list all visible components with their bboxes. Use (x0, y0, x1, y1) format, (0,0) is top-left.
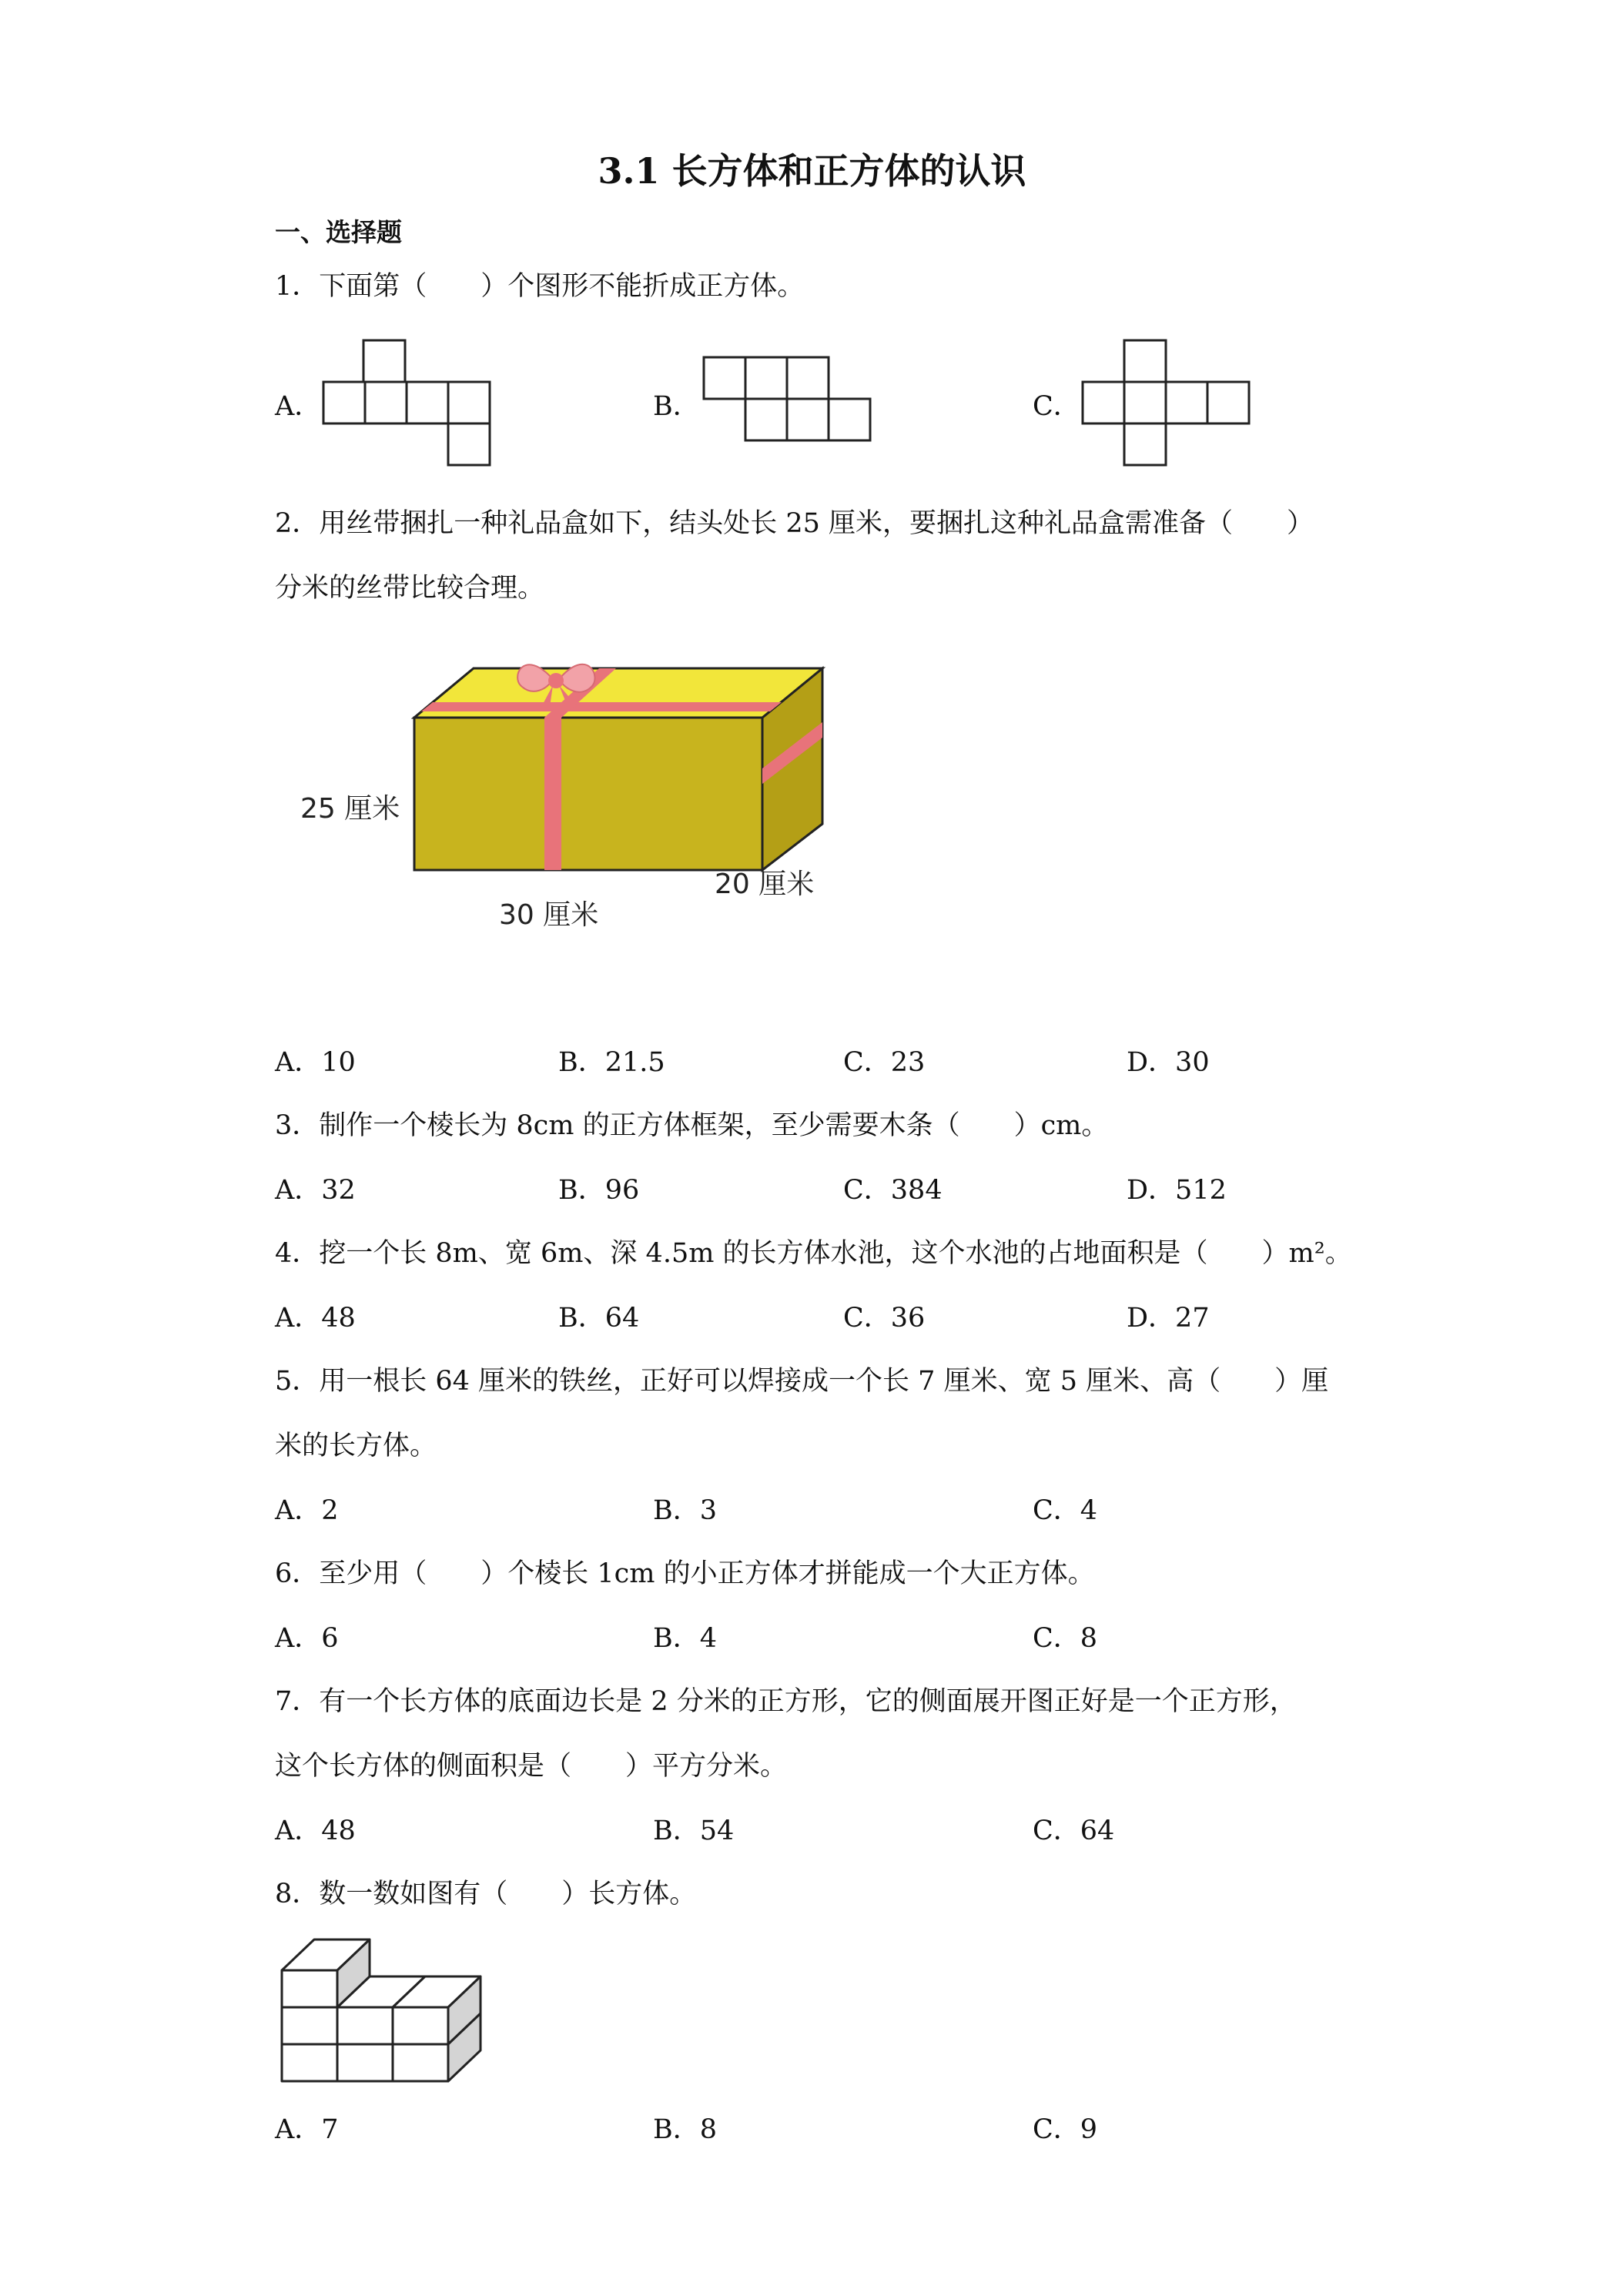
q7-option-a: A．48 (275, 1816, 356, 1846)
q1-option-b: B． (653, 391, 700, 422)
q1-option-c: C． (1033, 391, 1080, 422)
q6-option-a: A．6 (275, 1623, 339, 1654)
q1-option-a: A． (275, 391, 322, 422)
q5-option-c: C．4 (1033, 1495, 1098, 1526)
q2-option-c: C．23 (843, 1047, 926, 1078)
page-title: 3.1 长方体和正方体的认识 (598, 150, 1026, 192)
question-5-text-line2: 米的长方体。 (275, 1431, 437, 1461)
q8-option-b: B．8 (653, 2114, 717, 2145)
q7-option-b: B．54 (653, 1816, 735, 1846)
question-7-text-line2: 这个长方体的侧面积是（ ）平方分米。 (275, 1751, 788, 1782)
q3-option-d: D．512 (1127, 1175, 1227, 1206)
q2-option-d: D．30 (1127, 1047, 1210, 1078)
q2-option-a: A．10 (275, 1047, 356, 1078)
question-4-text: 4．挖一个长 8m、宽 6m、深 4.5m 的长方体水池，这个水池的占地面积是（ ）m²。 (275, 1238, 1352, 1269)
gift-box-figure (293, 631, 832, 947)
section-heading: 一、选择题 (275, 217, 402, 247)
question-7-text-line1: 7．有一个长方体的底面边长是 2 分米的正方形，它的侧面展开图正好是一个正方形， (275, 1686, 1297, 1717)
stacked-cuboids-figure (277, 1929, 485, 2087)
q3-option-b: B．96 (558, 1175, 640, 1206)
box-width-label: 20 厘米 (715, 869, 815, 900)
q1-net-a-figure (323, 339, 501, 466)
question-3-text: 3．制作一个棱长为 8cm 的正方体框架，至少需要木条（ ）cm。 (275, 1110, 1109, 1141)
q5-option-b: B．3 (653, 1495, 717, 1526)
question-1-text: 1．下面第（ ）个图形不能折成正方体。 (275, 271, 805, 302)
q4-option-c: C．36 (843, 1303, 926, 1334)
question-8-text: 8．数一数如图有（ ）长方体。 (275, 1879, 697, 1909)
q6-option-c: C．8 (1033, 1623, 1098, 1654)
q7-option-c: C．64 (1033, 1816, 1115, 1846)
q8-option-a: A．7 (275, 2114, 339, 2145)
q6-option-b: B．4 (653, 1623, 717, 1654)
q4-option-b: B．64 (558, 1303, 640, 1334)
q3-option-c: C．384 (843, 1175, 943, 1206)
question-2-text-line1: 2．用丝带捆扎一种礼品盒如下，结头处长 25 厘米，要捆扎这种礼品盒需准备（ ） (275, 508, 1314, 539)
q5-option-a: A．2 (275, 1495, 339, 1526)
q3-option-a: A．32 (275, 1175, 356, 1206)
q4-option-d: D．27 (1127, 1303, 1210, 1334)
question-5-text-line1: 5．用一根长 64 厘米的铁丝，正好可以焊接成一个长 7 厘米、宽 5 厘米、高（ ）厘 (275, 1366, 1329, 1397)
q8-option-c: C．9 (1033, 2114, 1098, 2145)
question-6-text: 6．至少用（ ）个棱长 1cm 的小正方体才拼能成一个大正方体。 (275, 1558, 1095, 1589)
box-height-label: 25 厘米 (300, 793, 400, 825)
q1-net-b-figure (702, 356, 879, 444)
q1-net-c-figure (1083, 339, 1260, 466)
box-length-label: 30 厘米 (499, 899, 599, 931)
q2-option-b: B．21.5 (558, 1047, 665, 1078)
q4-option-a: A．48 (275, 1303, 356, 1334)
question-2-text-line2: 分米的丝带比较合理。 (275, 573, 545, 604)
